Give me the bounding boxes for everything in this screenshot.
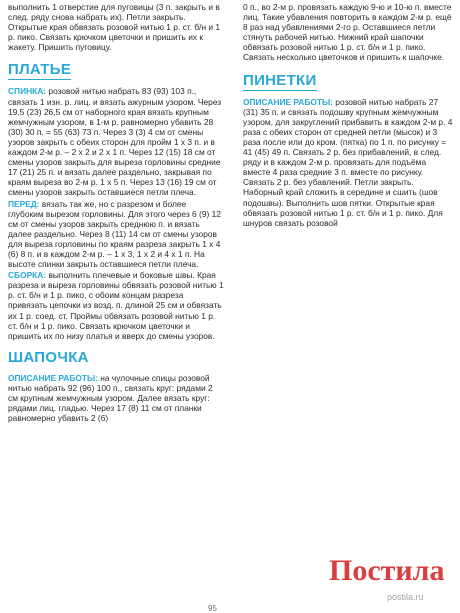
front-text: вязать так же, но с разрезом и более глубоким вырезом горловины. Для этого через 6 (9) 12 см от смены узоров закрыть среднюю п. и вязать далее раздельно. Через 8 (11) 14 см от смены узоров для выреза горловины по краям разреза закрыть 1 х 4 (6) 8 п. и в каждом 2-м р. – 1 х 3, 1 х 2 и 4 х 1 п. На высоте спинки закрыть оставшиеся петли плеча. [8,198,221,270]
watermark-url-text: postila.ru [387,592,424,602]
booties-text: розовой нитью набрать 27 (31) 35 п. и связать подошву крупным жемчужным узором, для закруглений прибавить в каждом 2-м р. 4 раза с обеих сторон от средней петли (мысок) и 3 раза после или до кром. (пятка) по 1 п. по рисунку = 41 (45) 49 п. Связать 2 р. без прибавлений, в след. ряду и в каждом 2-м р. провязать для подъёма вместе 4 раза средние 3 п. вместе по рисунку. Связать 2 р. без убавлений. Петли закрыть. Наборный край сложить в середине и сшить (шов подошвы). Выполнить шов пятки. Открытые края обвязать розовой нитью 1 р. ст. б/н и 1 р. пико. Для шнуров связать розовой [243,96,453,228]
assembly-label: СБОРКА: [8,270,47,281]
dress-title: ПЛАТЬЕ [8,61,72,79]
back-label: СПИНКА: [8,86,47,97]
watermark-main-text: Постила [329,554,445,587]
booties-paragraph [243,97,453,228]
front-paragraph [8,199,224,270]
assembly-paragraph [8,270,224,341]
hat-continuation-paragraph: 0 п., во 2-м р. провязать каждую 9-ю и 10-ю п. вместе лиц. Такие убавления повторить в каждом 2-м р. ещё 8 раз над убавлениями 2-го р. Оставшиеся петли стянуть рабочей нитью. Нижний край шапочки обвязать розовой нитью 1 р. ст. б/н и 1 р. пико. Связать несколько цветочков и пришить к шапочке. [243,2,452,63]
left-column [8,2,224,424]
hat-text: на чулочные спицы розовой нитью набрать 92 (96) 100 п., связать круг: рядами 2 см крупным жемчужным узором. Далее вязать круг: рядами лиц. гладью. Через 17 (8) 11 см от планки равномерно убавить 2 (6) [8,372,213,424]
hat-label: ОПИСАНИЕ РАБОТЫ: [8,372,98,383]
hat-title: ШАПОЧКА [8,348,89,366]
assembly-text: выполнить плечевые и боковые швы. Края разреза и выреза горловины обвязать розовой нитью 1 р. ст. б/н и 1 р. пико, с обоим концам разреза привязать цепочки из возд. п. длиной 25 см и обвязать их 1 р. соед. ст. Проймы обвязать розовой нитью 1 р. ст. б/н и 1 р. пико. Связать крючком цветочки и пришить их по низу платья и вверх до смены узоров. [8,270,224,341]
postila-watermark [327,534,455,612]
front-label: ПЕРЕД: [8,198,40,209]
intro-paragraph: выполнить 1 отверстие для пуговицы (3 п. закрыть и в след. ряду снова набрать их). Петли закрыть. Открытые края обвязать розовой нитью 1 р. ст. б/н и 1 р. пико. Связать крючком цветочки и пришить их к жакету. Пришить пуговицу. [8,2,221,53]
booties-label: ОПИСАНИЕ РАБОТЫ: [243,96,333,107]
hat-paragraph [8,373,224,423]
booties-title: ПИНЕТКИ [243,71,317,89]
page-number: 95 [208,604,217,613]
back-paragraph [8,86,224,197]
right-column [243,2,453,229]
back-text: розовой нитью набрать 83 (93) 103 п., связать 1 изн. р. лиц. и вязать ажурным узором. Через 19,5 (23) 26,5 см от наборного края вязать крупным жемчужным узором, в 1-м р. равномерно убавить 28 (30) 30 п. = 55 (63) 73 п. Через 3 (3) 4 см от смены узоров закрыть с обеих сторон для пройм 1 х 3 п. и в каждом 2-м р. – 2 х 2 и 2 х 1 п. Через 12 (15) 18 см от смены узоров закрыть для выреза горловины средние 17 (21) 25 п. и вязать далее раздельно, закрывая по краям выреза во 2-м р. 1 х 5 п. Через 13 (16) 19 см от смены узоров закрыть оставшиеся петли плеча. [8,86,222,198]
